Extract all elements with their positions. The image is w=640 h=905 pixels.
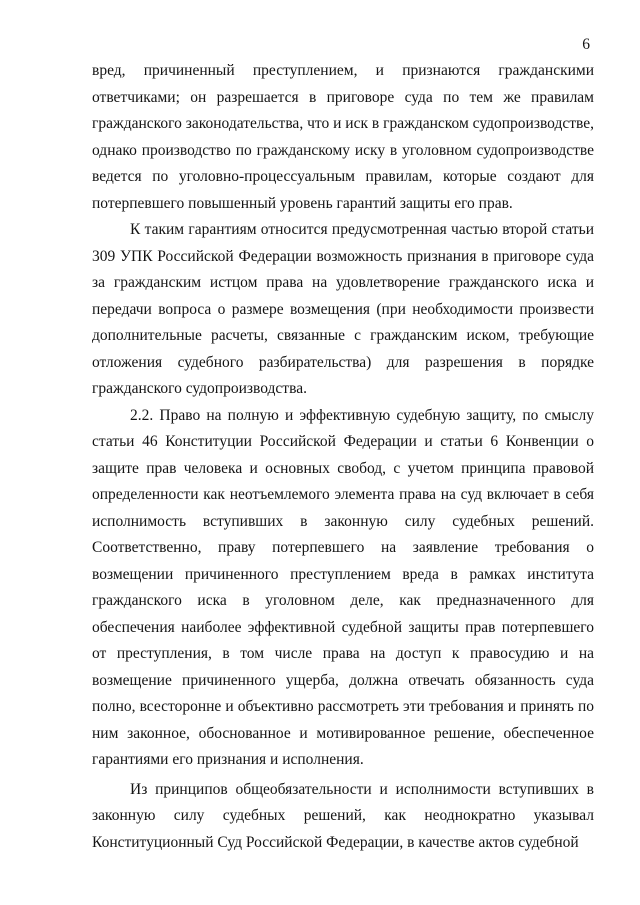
paragraph-guarantees: К таким гарантиям относится предусмотренная частью второй статьи 309 УПК Российской Федерации возможность признания в приговоре суда за гражданским истцом права на удовлетворение гражданского иска и передачи вопроса о размере возмещения (при необходимости произвести дополнительные расчеты, связанные с гражданским иском, требующие отложения судебного разбирательства) для разрешения в порядке гражданского судопроизводства. [92, 221, 594, 397]
page-number: 6 [582, 36, 590, 53]
paragraph-section-2-2: 2.2. Право на полную и эффективную судебную защиту, по смыслу статьи 46 Конституции Российской Федерации и статьи 6 Конвенции о защите прав человека и основных свобод, с учетом принципа правовой определенности как неотъемлемого элемента права на суд включает в себя исполнимость вступивших в законную силу судебных решений. Соответственно, праву потерпевшего на заявление требования о возмещении причиненного преступлением вреда в рамках института гражданского иска в уголовном деле, как предназначенного для обеспечения наиболее эффективной судебной защиты прав потерпевшего от преступления, в том числе права на доступ к правосудию и на возмещение причиненного ущерба, должна отвечать обязанность суда полно, всесторонне и объективно рассмотреть эти требования и принять по ним законное, обоснованное и мотивированное решение, обеспеченное гарантиями его признания и исполнения. [92, 406, 594, 768]
paragraph-continuation: вред, причиненный преступлением, и признаются гражданскими ответчиками; он разрешается в приговоре суда по тем же правилам гражданского законодательства, что и иск в гражданском судопроизводстве, однако производство по гражданскому иску в уголовном судопроизводстве ведется по уголовно-процессуальным правилам, которые создают для потерпевшего повышенный уровень гарантий защиты его прав. [92, 62, 594, 212]
paragraph-principles: Из принципов общеобязательности и исполнимости вступивших в законную силу судебных решений, как неоднократно указывал Конституционный Суд Российской Федерации, в качестве актов судебной [92, 780, 594, 851]
body-text [92, 58, 594, 856]
